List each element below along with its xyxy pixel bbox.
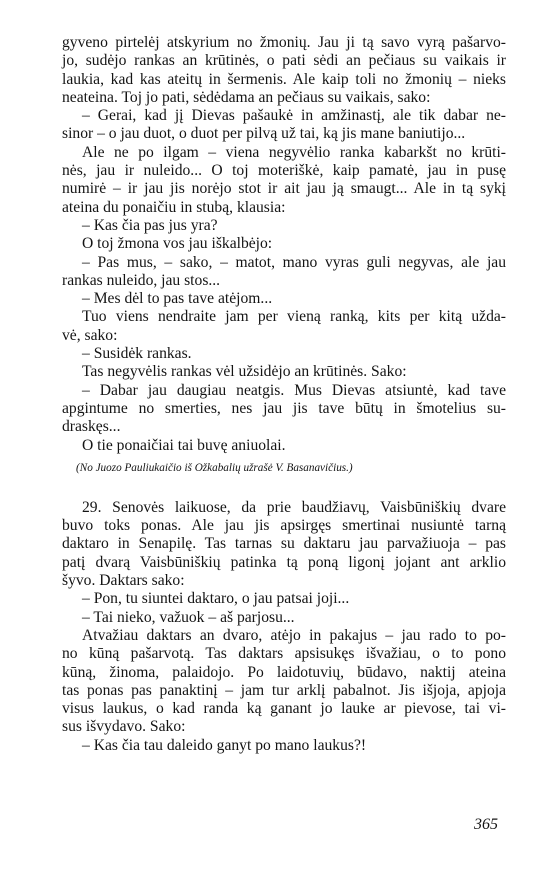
text-line: visus laukus, o kad randa ką ganant jo lauke ar pievose, tai vi- xyxy=(62,700,506,718)
text-line: gyveno pirtelėj atskyrium no žmonių. Jau ji tą savo vyrą pašarvo- xyxy=(62,34,506,51)
text-block-story-end xyxy=(62,34,506,455)
text-block-story-29 xyxy=(62,499,506,755)
text-line: jo, sudėjo rankas an krūtinės, o pati sėdi an pečiaus su vaikais ir xyxy=(62,52,506,70)
text-line: – Gerai, kad jį Dievas pašaukė in amžinastį, ale tik dabar ne- xyxy=(82,107,506,125)
text-line: Tuo viens nendraite jam per vieną ranką, kits per kitą uždа- xyxy=(82,308,506,326)
text-line: – Susidėk rankas. xyxy=(82,345,192,363)
page-number: 365 xyxy=(474,816,498,833)
page-body xyxy=(62,34,506,755)
text-line: – Pas mus, – sako, – matot, mano vyras guli negyvas, ale jau xyxy=(82,253,506,271)
text-line: kūną, žinoma, palaidojo. Po laidotuvių, būdavo, naktij ateina xyxy=(62,663,506,681)
text-line: Tas negyvėlis rankas vėl užsidėjo an krūtinės. Sako: xyxy=(82,363,407,381)
text-line: – Kas čia pas jus yra? xyxy=(82,216,218,234)
text-line: sus išvydavo. Sako: xyxy=(62,718,186,736)
text-line: šyvo. Daktars sako: xyxy=(62,572,185,590)
text-line: O tie ponaičiai tai buvę aniuolai. xyxy=(82,436,286,454)
text-line: draskęs... xyxy=(62,418,121,436)
text-line: vė, sako: xyxy=(62,326,118,344)
text-line: no kūną pašarvotą. Tas daktars apsisukęs išvažiau, o to pono xyxy=(62,645,506,663)
text-line: buvo toks ponas. Ale jau jis apsirgęs smertinai nusiuntė tarną xyxy=(62,517,506,535)
text-line: – Pon, tu siuntei daktaro, o jau patsai joji... xyxy=(82,590,350,608)
text-line: O toj žmona vos jau iškalbėjo: xyxy=(82,235,273,253)
section-gap xyxy=(62,475,506,499)
text-line: – Kas čia tau daleido ganyt po mano laukus?! xyxy=(82,736,367,754)
text-line: tas ponas pas panaktinį – jam tur arklį pabalnot. Jis išjoja, apjoja xyxy=(62,681,506,699)
text-line: – Tai nieko, važuok – aš parjosu... xyxy=(82,608,295,626)
text-line: Ale ne po ilgam – viena negyvėlio ranka kabarkšt no krūti- xyxy=(82,143,506,161)
text-line: – Mes dėl to pas tave atėjom... xyxy=(82,290,273,308)
text-line: Atvažiau daktars an dvaro, atėjo in pakajus – jau rado to po- xyxy=(82,626,506,644)
text-line: neateina. Toj jo pati, sėdėdama an pečiaus su vaikais, sako: xyxy=(62,88,431,106)
text-line: patį dvarą Vaisbūniškių patinka tą poną ligonį jojant ant arklio xyxy=(62,553,506,571)
text-line: – Dabar jau daugiau neatgis. Mus Dievas atsiuntė, kad tave xyxy=(82,381,506,399)
text-line: ateina du ponaičiu in stubą, klausia: xyxy=(62,198,286,216)
text-line: 29. Senovės laikuose, da prie baudžiavų, Vaisbūniškių dvare xyxy=(82,498,506,516)
source-note: (No Juozo Pauliukaičio iš Ožkabalių užrašė V. Basanavičius.) xyxy=(76,461,353,474)
text-line: laukia, kad kas ateitų in šermenis. Ale kaip toli no žmonių – nieks xyxy=(62,70,506,88)
text-line: nės, jau ir nuleido... O toj moteriškė, kaip pamatė, jau in pusę xyxy=(62,162,506,180)
text-line: rankas nuleido, jau stos... xyxy=(62,271,221,289)
text-line: apgintume no smerties, nes jau jis tave būtų in šmotelius su- xyxy=(62,399,506,417)
text-line: sinor – o jau duot, o duot per pilvą už tai, ką jis mane baniutijo... xyxy=(62,125,466,143)
text-line: numirė – ir jau jis norėjo stot ir ait jau ją smaugt... Ale in tą sykį xyxy=(62,180,506,198)
text-line: daktaro in Senapilę. Tas tarnas su daktaru jau parvažiuoja – pas xyxy=(62,535,506,553)
